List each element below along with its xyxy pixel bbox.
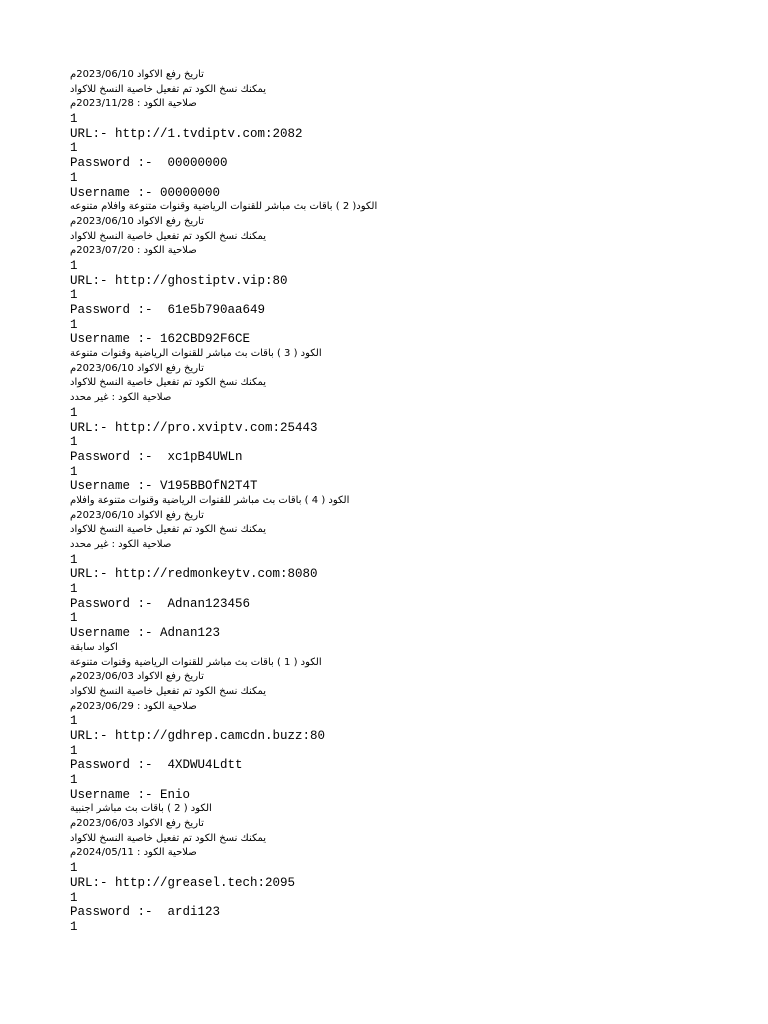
text-line: 1 <box>70 582 78 597</box>
text-line: 1 <box>70 714 78 729</box>
arabic-text-line: يمكنك نسخ الكود تم تفعيل خاصية النسخ للاكواد <box>70 83 267 95</box>
text-line: 1 <box>70 405 78 420</box>
arabic-text-line: يمكنك نسخ الكود تم تفعيل خاصية النسخ للاكواد <box>70 377 267 389</box>
text-line: 1 <box>70 743 78 758</box>
arabic-text-line: الكود ( 4 ) باقات بث مباشر للقنوات الرياضية وقنوات متنوعة وافلام <box>70 494 350 506</box>
text-line: Username :- 00000000 <box>70 185 221 200</box>
text-line: 1 <box>70 317 78 332</box>
arabic-text-line: يمكنك نسخ الكود تم تفعيل خاصية النسخ للاكواد <box>70 832 267 844</box>
text-line: 1 <box>70 141 78 156</box>
text-line: Password :- xc1pB4UWLn <box>70 449 243 464</box>
text-line: Username :- Enio <box>70 787 191 802</box>
text-line: Username :- 162CBD92F6CE <box>70 332 251 347</box>
arabic-text-line: اكواد سابقة <box>70 641 118 653</box>
arabic-text-line: صلاحية الكود : 2023/06/29م <box>70 700 197 712</box>
text-line: Password :- ardi123 <box>70 905 221 920</box>
arabic-text-line: صلاحية الكود : 2023/07/20م <box>70 245 197 257</box>
arabic-text-line: تاريخ رفع الاكواد 2023/06/10م <box>70 509 204 521</box>
text-line: 1 <box>70 773 78 787</box>
text-line: URL:- http://pro.xviptv.com:25443 <box>70 420 318 435</box>
arabic-text-line: يمكنك نسخ الكود تم تفعيل خاصية النسخ للاكواد <box>70 524 267 536</box>
text-line: 1 <box>70 258 78 273</box>
text-line: 1 <box>70 552 78 567</box>
text-line: URL:- http://ghostiptv.vip:80 <box>70 273 288 288</box>
text-line: 1 <box>70 611 78 626</box>
arabic-text-line: الكود( 2 ) باقات بث مباشر للقنوات الرياضية وقنوات متنوعة وافلام متنوعه <box>70 201 378 213</box>
text-line: 1 <box>70 464 78 479</box>
text-line: 1 <box>70 288 78 303</box>
text-line: Password :- Adnan123456 <box>70 596 251 611</box>
text-line: Password :- 4XDWU4Ldtt <box>70 758 243 773</box>
arabic-text-line: تاريخ رفع الاكواد 2023/06/10م <box>70 215 204 227</box>
text-line: 1 <box>70 890 78 905</box>
text-line: URL:- http://redmonkeytv.com:8080 <box>70 567 318 582</box>
arabic-text-line: الكود ( 3 ) باقات بث مباشر للقنوات الرياضية وقنوات متنوعة <box>70 348 322 360</box>
arabic-text-line: تاريخ رفع الاكواد 2023/06/03م <box>70 671 204 683</box>
text-line: URL:- http://gdhrep.camcdn.buzz:80 <box>70 728 326 743</box>
text-line: URL:- http://greasel.tech:2095 <box>70 875 296 890</box>
arabic-text-line: تاريخ رفع الاكواد 2023/06/10م <box>70 69 204 80</box>
arabic-text-line: صلاحية الكود : غير محدد <box>70 539 172 550</box>
text-line: 1 <box>70 919 78 934</box>
text-line: 1 <box>70 435 78 450</box>
text-line: Password :- 61e5b790aa649 <box>70 303 266 317</box>
text-line: 1 <box>70 170 78 185</box>
arabic-text-line: تاريخ رفع الاكواد 2023/06/10م <box>70 362 204 374</box>
text-line: URL:- http://1.tvdiptv.com:2082 <box>70 126 303 141</box>
arabic-text-line: الكود ( 2 ) باقات بث مباشر اجنبية <box>70 803 212 815</box>
arabic-text-line: يمكنك نسخ الكود تم تفعيل خاصية النسخ للاكواد <box>70 230 267 242</box>
document-body <box>70 68 430 935</box>
arabic-text-line: صلاحية الكود : 2023/11/28م <box>70 98 197 110</box>
arabic-text-line: تاريخ رفع الاكواد 2023/06/03م <box>70 818 204 830</box>
arabic-text-line: يمكنك نسخ الكود تم تفعيل خاصية النسخ للاكواد <box>70 685 267 697</box>
text-line: Username :- Adnan123 <box>70 626 221 641</box>
text-line: Username :- V195BBOfN2T4T <box>70 479 258 494</box>
text-line: Password :- 00000000 <box>70 156 228 171</box>
arabic-text-line: الكود ( 1 ) باقات بث مباشر للقنوات الرياضية وقنوات متنوعة <box>70 656 322 668</box>
arabic-text-line: صلاحية الكود : غير محدد <box>70 392 172 404</box>
arabic-text-line: صلاحية الكود : 2024/05/11م <box>70 847 197 859</box>
text-line: 1 <box>70 112 78 127</box>
text-line: 1 <box>70 861 78 876</box>
